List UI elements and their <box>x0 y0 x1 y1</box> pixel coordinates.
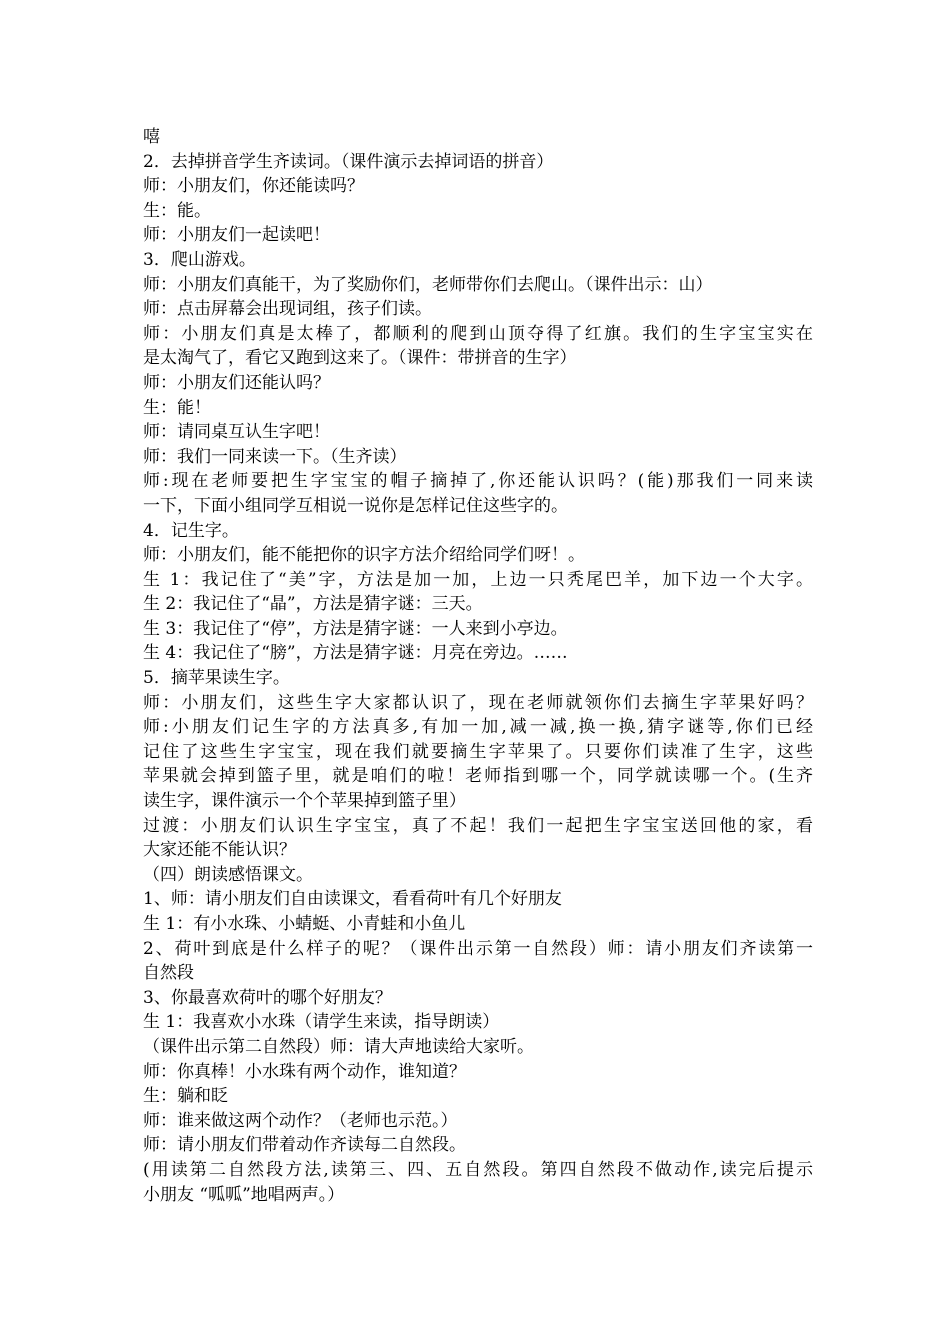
text-line: 2、荷叶到底是什么样子的呢？（课件出示第一自然段）师：请小朋友们齐读第一 <box>143 938 813 959</box>
text-line: 生：能！ <box>143 397 211 418</box>
text-line: 生 3：我记住了“停”，方法是猜字谜：一人来到小亭边。 <box>143 618 568 639</box>
text-line: 过渡：小朋友们认识生字宝宝，真了不起！我们一起把生字宝宝送回他的家，看 <box>143 815 813 836</box>
text-line: 读生字，课件演示一个个苹果掉到篮子里） <box>143 791 466 812</box>
text-line: 嘻 <box>143 127 160 147</box>
text-line: 师：小朋友们一起读吧！ <box>143 225 330 246</box>
text-line: 师：请同桌互认生字吧！ <box>143 422 330 443</box>
text-line: 师：小朋友们真是太棒了，都顺利的爬到山顶夺得了红旗。我们的生字宝宝实在 <box>143 323 813 344</box>
text-line: 生 4：我记住了“膀”，方法是猜字谜：月亮在旁边。…… <box>143 643 568 664</box>
text-line: 2．去掉拼音学生齐读词。（课件演示去掉词语的拼音） <box>143 151 554 172</box>
text-line: （四）朗读感悟课文。 <box>143 864 313 885</box>
text-line: 3．爬山游戏。 <box>143 249 256 270</box>
text-line: 自然段 <box>143 963 194 984</box>
text-line: 师：小朋友们真能干，为了奖励你们，老师带你们去爬山。（课件出示：山） <box>143 274 713 295</box>
text-line: 1、师：请小朋友们自由读课文，看看荷叶有几个好朋友 <box>143 889 562 910</box>
text-line: 师：点击屏幕会出现词组，孩子们读。 <box>143 299 432 320</box>
document-body <box>143 125 813 1207</box>
text-line: 生 2：我记住了“晶”，方法是猜字谜：三天。 <box>143 594 483 615</box>
text-line: 师：小朋友们，你还能读吗？ <box>143 176 364 197</box>
text-line: 大家还能不能认识？ <box>143 840 296 861</box>
text-line: 一下，下面小组同学互相说一说你是怎样记住这些字的。 <box>143 495 568 516</box>
text-line: 生 1：有小水珠、小蜻蜓、小青蛙和小鱼儿 <box>143 914 466 934</box>
text-line: 师：我们一同来读一下。（生齐读） <box>143 446 407 467</box>
text-line: 生：能。 <box>143 200 211 221</box>
text-line: 是太淘气了，看它又跑到这来了。（课件：带拼音的生字） <box>143 348 577 369</box>
text-line: 5．摘苹果读生字。 <box>143 668 290 689</box>
text-line: 生 1：我记住了“美”字，方法是加一加，上边一只秃尾巴羊，加下边一个大字。 <box>143 569 813 590</box>
text-line: 师：小朋友们还能认吗？ <box>143 372 330 393</box>
text-line: 苹果就会掉到篮子里，就是咱们的啦！老师指到哪一个，同学就读哪一个。(生齐 <box>143 766 813 787</box>
text-line: 小朋友 “呱呱”地唱两声。） <box>143 1184 345 1205</box>
text-line: 3、你最喜欢荷叶的哪个好朋友？ <box>143 987 392 1008</box>
text-line: 师:现在老师要把生字宝宝的帽子摘掉了,你还能认识吗？(能)那我们一同来读 <box>143 471 813 492</box>
text-line: 师：请小朋友们带着动作齐读每二自然段。 <box>143 1135 466 1156</box>
text-line: 记住了这些生字宝宝，现在我们就要摘生字苹果了。只要你们读准了生字，这些 <box>143 741 813 762</box>
text-line: 师：你真棒！小水珠有两个动作，谁知道？ <box>143 1061 466 1082</box>
text-line: （课件出示第二自然段）师：请大声地读给大家听。 <box>143 1036 534 1057</box>
text-line: 4．记生字。 <box>143 520 239 541</box>
text-line: 师：小朋友们，这些生字大家都认识了，现在老师就领你们去摘生字苹果好吗？ <box>143 692 813 713</box>
text-line: 生 1：我喜欢小水珠（请学生来读，指导朗读） <box>143 1012 500 1033</box>
text-line: 师：小朋友们，能不能把你的识字方法介绍给同学们呀！。 <box>143 545 585 566</box>
text-line: 生：躺和眨 <box>143 1086 228 1107</box>
text-line: (用读第二自然段方法,读第三、四、五自然段。第四自然段不做动作,读完后提示 <box>143 1159 813 1180</box>
text-line: 师:小朋友们记生字的方法真多,有加一加,减一减,换一换,猜字谜等,你们已经 <box>143 717 813 738</box>
text-line: 师：谁来做这两个动作？（老师也示范。） <box>143 1110 458 1131</box>
